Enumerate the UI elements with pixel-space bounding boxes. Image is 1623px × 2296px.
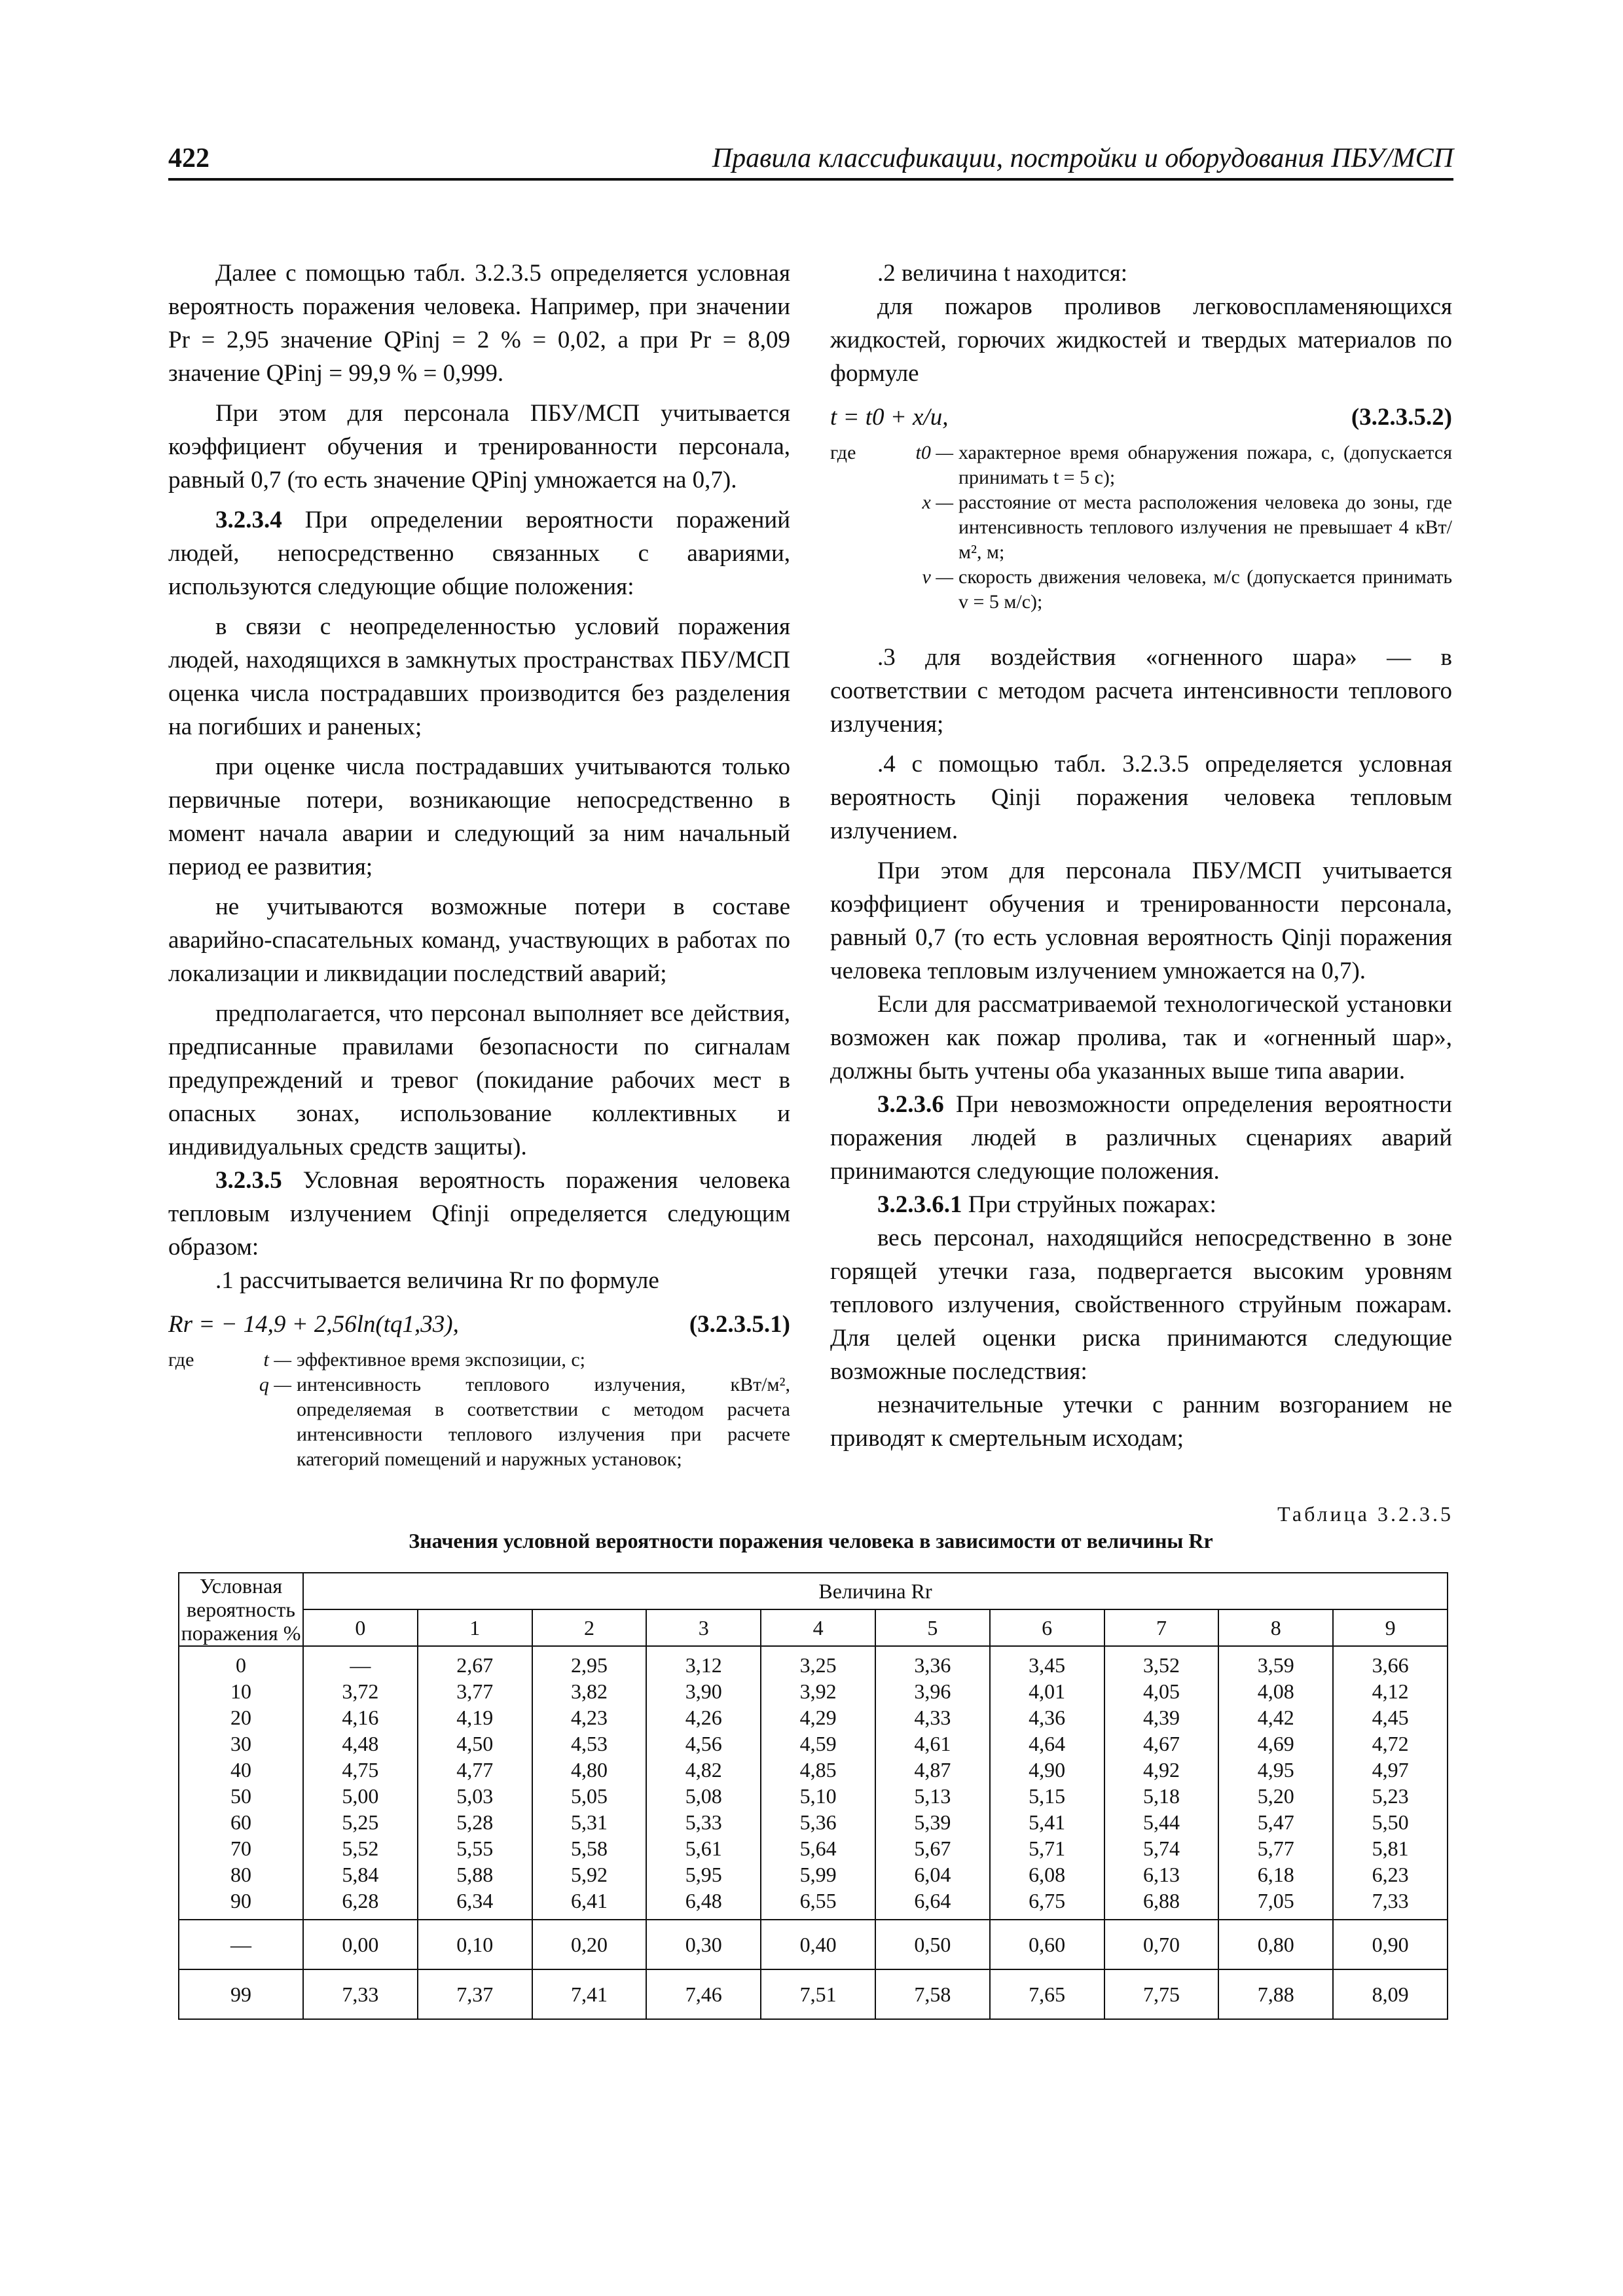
formula-expression: t = t0 + x/u, <box>830 404 949 431</box>
table-column-header: 4 <box>761 1609 875 1646</box>
cell-value: 7,58 <box>875 1969 990 2019</box>
table-cell <box>418 1646 532 1920</box>
cell-value: 4,50 <box>456 1732 494 1755</box>
legend-description: характерное время обнаружения пожара, с, (допускается принимать t = 5 с); <box>958 442 1452 488</box>
cell-value: 5,71 <box>1029 1837 1066 1860</box>
cell-value: 3,82 <box>570 1679 608 1703</box>
cell-value: 7,46 <box>646 1969 761 2019</box>
right-column <box>830 257 1452 1455</box>
paragraph: .3 для воздействия «огненного шара» — в соответствии с методом расчета интенсивности теплового излучения; <box>830 644 1452 738</box>
table-number: Таблица 3.2.3.5 <box>1277 1502 1453 1526</box>
cell-value: 0,50 <box>875 1920 990 1969</box>
cell-value: 5,23 <box>1372 1784 1409 1808</box>
cell-value: 7,65 <box>990 1969 1104 2019</box>
table-column-header: 5 <box>875 1609 990 1646</box>
cell-value: 5,95 <box>685 1863 722 1886</box>
cell-value: 5,33 <box>685 1810 722 1834</box>
cell-value: 5,67 <box>914 1837 951 1860</box>
cell-value: 5,00 <box>342 1784 379 1808</box>
table-column-header: 1 <box>418 1609 532 1646</box>
paragraph: при оценке числа пострадавших учитываются только первичные потери, возникающие непосредственно в момент начала аварии и следующий за ним начальный период ее развития; <box>168 753 790 880</box>
row-label: 50 <box>230 1784 251 1808</box>
formula-number: (3.2.3.5.2) <box>1351 404 1452 431</box>
paragraph: При этом для персонала ПБУ/МСП учитывается коэффициент обучения и тренированности персонала, равный 0,7 (то есть условная вероятность Qinji поражения человека тепловым излучением умножается на 0,7). <box>830 857 1452 984</box>
cell-value: 5,58 <box>570 1837 608 1860</box>
cell-value: 4,69 <box>1257 1732 1294 1755</box>
row-label: 0 <box>236 1653 246 1677</box>
cell-value: 0,10 <box>418 1920 532 1969</box>
page-number: 422 <box>168 143 210 173</box>
cell-value: 5,41 <box>1029 1810 1066 1834</box>
cell-value: 3,12 <box>685 1653 722 1677</box>
cell-value: 3,59 <box>1257 1653 1294 1677</box>
cell-value: 3,52 <box>1142 1653 1180 1677</box>
table-column-header: 0 <box>303 1609 418 1646</box>
cell-value: 4,82 <box>685 1758 722 1782</box>
paragraph <box>830 1088 1452 1188</box>
cell-value: 6,08 <box>1029 1863 1066 1886</box>
legend-symbol: q — <box>259 1374 291 1395</box>
table-column-header: 6 <box>990 1609 1104 1646</box>
legend-description: расстояние от места расположения человека до зоны, где интенсивность теплового излучения не превышает 4 кВт/м², м; <box>958 492 1452 563</box>
cell-value: 6,48 <box>685 1889 722 1912</box>
cell-value: 4,59 <box>799 1732 837 1755</box>
legend-symbol: t0 — <box>915 442 953 463</box>
cell-value: 5,44 <box>1142 1810 1180 1834</box>
cell-value: 0,30 <box>646 1920 761 1969</box>
paragraph: в связи с неопределенностью условий поражения людей, находящихся в замкнутых пространствах ПБУ/МСП оценка числа пострадавших производится без разделения на погибших и раненых; <box>168 613 790 740</box>
legend-symbol: x — <box>922 492 953 513</box>
cell-value: 6,18 <box>1257 1863 1294 1886</box>
table-cell <box>1333 1646 1448 1920</box>
cell-value: 4,72 <box>1372 1732 1409 1755</box>
cell-value: 5,36 <box>799 1810 837 1834</box>
formula-legend <box>168 1348 790 1472</box>
formula <box>830 401 1452 434</box>
where-label: где <box>830 442 856 463</box>
cell-value: 5,39 <box>914 1810 951 1834</box>
paragraph: Далее с помощью табл. 3.2.3.5 определяется условная вероятность поражения человека. Например, при значении Pr = 2,95 значение QPinj = 2 % = 0,02, а при Pr = 8,09 значение QPinj = 99,9 % = 0,999. <box>168 260 790 387</box>
cell-value: 5,28 <box>456 1810 494 1834</box>
cell-value: 5,52 <box>342 1837 379 1860</box>
formula-expression: Rr = − 14,9 + 2,56ln(tq1,33), <box>168 1311 459 1338</box>
cell-value: 3,92 <box>799 1679 837 1703</box>
cell-value: 5,47 <box>1257 1810 1294 1834</box>
cell-value: 4,75 <box>342 1758 379 1782</box>
table-title: Значения условной вероятности поражения человека в зависимости от величины Rr <box>409 1529 1213 1552</box>
left-column <box>168 257 790 1472</box>
row-label: 10 <box>230 1679 251 1703</box>
cell-value: 6,23 <box>1372 1863 1409 1886</box>
cell-value: 6,34 <box>456 1889 494 1912</box>
cell-value: 5,20 <box>1257 1784 1294 1808</box>
cell-value: 5,05 <box>570 1784 608 1808</box>
formula <box>168 1308 790 1341</box>
table-cell <box>1104 1646 1219 1920</box>
cell-value: 4,85 <box>799 1758 837 1782</box>
cell-value: 3,96 <box>914 1679 951 1703</box>
section-number: 3.2.3.6 <box>877 1091 944 1118</box>
cell-value: 4,87 <box>914 1758 951 1782</box>
cell-value: 7,41 <box>532 1969 647 2019</box>
paragraph: .4 с помощью табл. 3.2.3.5 определяется условная вероятность Qinji поражения человека тепловым излучением. <box>830 751 1452 844</box>
cell-value: 4,26 <box>685 1706 722 1729</box>
legend-description: интенсивность теплового излучения, кВт/м², определяемая в соответствии с методом расчета интенсивности теплового излучения при расчете категорий помещений и наружных установок; <box>297 1374 790 1470</box>
probability-table <box>178 1572 1448 2020</box>
cell-value: 5,25 <box>342 1810 379 1834</box>
formula-legend <box>830 440 1452 615</box>
cell-value: 3,66 <box>1372 1653 1409 1677</box>
cell-value: 6,88 <box>1142 1889 1180 1912</box>
cell-value: 4,16 <box>342 1706 379 1729</box>
cell-value: 0,20 <box>532 1920 647 1969</box>
table-cell <box>1218 1646 1333 1920</box>
cell-value: 4,90 <box>1029 1758 1066 1782</box>
cell-value: 6,04 <box>914 1863 951 1886</box>
cell-value: 4,61 <box>914 1732 951 1755</box>
cell-value: 6,13 <box>1142 1863 1180 1886</box>
cell-value: 4,39 <box>1142 1706 1180 1729</box>
cell-value: 2,95 <box>570 1653 608 1677</box>
legend-description: эффективное время экспозиции, с; <box>297 1349 586 1371</box>
table-cell <box>990 1646 1104 1920</box>
paragraph: незначительные утечки с ранним возгоранием не приводят к смертельным исходам; <box>830 1391 1452 1452</box>
cell-value: 8,09 <box>1333 1969 1448 2019</box>
cell-value: 4,53 <box>570 1732 608 1755</box>
table-cell <box>532 1646 647 1920</box>
table-column-header: 9 <box>1333 1609 1448 1646</box>
cell-value: 6,64 <box>914 1889 951 1912</box>
cell-value: 4,64 <box>1029 1732 1066 1755</box>
header-rule <box>168 178 1453 181</box>
table-column-header: 3 <box>646 1609 761 1646</box>
cell-value: 7,33 <box>1372 1889 1409 1912</box>
row-label: 60 <box>230 1810 251 1834</box>
table-head-rr: Величина Rr <box>303 1573 1448 1609</box>
cell-value: 4,95 <box>1257 1758 1294 1782</box>
cell-value: 0,80 <box>1218 1920 1333 1969</box>
cell-value: 0,00 <box>303 1920 418 1969</box>
cell-value: 3,25 <box>799 1653 837 1677</box>
cell-value: 7,75 <box>1104 1969 1219 2019</box>
cell-value: 4,97 <box>1372 1758 1409 1782</box>
row-label: 90 <box>230 1889 251 1912</box>
paragraph: .1 рассчитывается величина Rr по формуле <box>215 1267 659 1294</box>
paragraph: .2 величина t находится: <box>877 260 1128 287</box>
cell-value: 5,08 <box>685 1784 722 1808</box>
row-label: 70 <box>230 1837 251 1860</box>
cell-value: 6,75 <box>1029 1889 1066 1912</box>
cell-value: 5,03 <box>456 1784 494 1808</box>
paragraph-text: При определении вероятности поражений людей, непосредственно связанных с авариями, используются следующие общие положения: <box>168 507 790 600</box>
legend-symbol: v — <box>922 566 953 588</box>
cell-value: 4,80 <box>570 1758 608 1782</box>
cell-value: 0,40 <box>761 1920 875 1969</box>
cell-value: 4,01 <box>1029 1679 1066 1703</box>
cell-value: 5,99 <box>799 1863 837 1886</box>
cell-value: 3,77 <box>456 1679 494 1703</box>
table-column-header: 2 <box>532 1609 647 1646</box>
cell-value: 5,31 <box>570 1810 608 1834</box>
cell-value: 6,41 <box>570 1889 608 1912</box>
cell-value: 3,72 <box>342 1679 379 1703</box>
where-label: где <box>168 1349 194 1371</box>
paragraph: весь персонал, находящийся непосредственно в зоне горящей утечки газа, подвергается высоким уровням теплового излучения, свойственного струйным пожарам. Для целей оценки риска принимаются следующие возможные последствия: <box>830 1225 1452 1385</box>
table-cell <box>761 1646 875 1920</box>
cell-value: 5,77 <box>1257 1837 1294 1860</box>
legend-description: скорость движения человека, м/с (допускается принимать v = 5 м/с); <box>958 566 1452 613</box>
table-row <box>179 1969 1448 2019</box>
table-cell <box>179 1646 303 1920</box>
cell-value: 6,28 <box>342 1889 379 1912</box>
table-row <box>179 1920 1448 1969</box>
cell-value: 5,13 <box>914 1784 951 1808</box>
paragraph-text: При невозможности определения вероятности поражения людей в различных сценариях аварий принимаются следующие положения. <box>830 1091 1452 1185</box>
cell-value: 4,77 <box>456 1758 494 1782</box>
cell-value: 5,50 <box>1372 1810 1409 1834</box>
cell-value: 5,64 <box>799 1837 837 1860</box>
cell-value: 2,67 <box>456 1653 494 1677</box>
cell-value: 5,81 <box>1372 1837 1409 1860</box>
table-head-probability: Условная вероятность поражения % <box>179 1573 303 1646</box>
table-column-header: 7 <box>1104 1609 1219 1646</box>
paragraph: для пожаров проливов легковоспламеняющихся жидкостей, горючих жидкостей и твердых материалов по формуле <box>830 293 1452 387</box>
row-label: 99 <box>179 1969 303 2019</box>
page-header <box>168 143 1453 179</box>
row-label: 30 <box>230 1732 251 1755</box>
paragraph: предполагается, что персонал выполняет все действия, предписанные правилами безопасности по сигналам предупреждений и тревог (покидание рабочих мест в опасных зонах, использование коллективных и индивидуальных средств защиты). <box>168 1000 790 1160</box>
cell-value: 4,19 <box>456 1706 494 1729</box>
cell-value: 4,05 <box>1142 1679 1180 1703</box>
table-column-header: 8 <box>1218 1609 1333 1646</box>
paragraph <box>168 503 790 603</box>
cell-value: 7,51 <box>761 1969 875 2019</box>
cell-value: 3,90 <box>685 1679 722 1703</box>
cell-value: — <box>350 1653 371 1677</box>
cell-value: 7,33 <box>303 1969 418 2019</box>
paragraph <box>830 1188 1452 1221</box>
row-label: 40 <box>230 1758 251 1782</box>
cell-value: 0,90 <box>1333 1920 1448 1969</box>
cell-value: 4,33 <box>914 1706 951 1729</box>
cell-value: 5,61 <box>685 1837 722 1860</box>
cell-value: 7,88 <box>1218 1969 1333 2019</box>
cell-value: 3,36 <box>914 1653 951 1677</box>
table-row <box>179 1646 1448 1920</box>
cell-value: 4,92 <box>1142 1758 1180 1782</box>
paragraph-text: Условная вероятность поражения человека тепловым излучением Qfinji определяется следующим образом: <box>168 1167 790 1261</box>
cell-value: 5,10 <box>799 1784 837 1808</box>
cell-value: 4,45 <box>1372 1706 1409 1729</box>
cell-value: 0,60 <box>990 1920 1104 1969</box>
legend-symbol: t — <box>263 1349 291 1371</box>
formula-number: (3.2.3.5.1) <box>689 1311 790 1338</box>
cell-value: 4,67 <box>1142 1732 1180 1755</box>
cell-value: 4,12 <box>1372 1679 1409 1703</box>
paragraph: не учитываются возможные потери в составе аварийно-спасательных команд, участвующих в работах по локализации и ликвидации последствий аварий; <box>168 893 790 987</box>
paragraph: Если для рассматриваемой технологической установки возможен как пожар пролива, так и «огненный шар», должны быть учтены оба указанных выше типа аварии. <box>830 991 1452 1085</box>
cell-value: 4,08 <box>1257 1679 1294 1703</box>
cell-value: 5,92 <box>570 1863 608 1886</box>
cell-value: 4,36 <box>1029 1706 1066 1729</box>
running-title: Правила классификации, постройки и оборудования ПБУ/МСП <box>712 143 1453 173</box>
cell-value: 7,37 <box>418 1969 532 2019</box>
paragraph <box>168 1164 790 1264</box>
paragraph: При этом для персонала ПБУ/МСП учитывается коэффициент обучения и тренированности персонала, равный 0,7 (то есть значение QPinj умножается на 0,7). <box>168 400 790 493</box>
table-cell <box>875 1646 990 1920</box>
cell-value: 5,74 <box>1142 1837 1180 1860</box>
section-number: 3.2.3.6.1 <box>877 1191 962 1218</box>
table-cell <box>646 1646 761 1920</box>
cell-value: 5,15 <box>1029 1784 1066 1808</box>
table-cell <box>303 1646 418 1920</box>
cell-value: 5,18 <box>1142 1784 1180 1808</box>
cell-value: 6,55 <box>799 1889 837 1912</box>
cell-value: 4,23 <box>570 1706 608 1729</box>
cell-value: 4,56 <box>685 1732 722 1755</box>
section-number: 3.2.3.4 <box>215 507 282 533</box>
cell-value: 0,70 <box>1104 1920 1219 1969</box>
cell-value: 4,29 <box>799 1706 837 1729</box>
row-label: — <box>179 1920 303 1969</box>
cell-value: 4,42 <box>1257 1706 1294 1729</box>
section-number: 3.2.3.5 <box>215 1167 282 1194</box>
cell-value: 5,55 <box>456 1837 494 1860</box>
row-label: 20 <box>230 1706 251 1729</box>
paragraph-text: При струйных пожарах: <box>968 1191 1216 1218</box>
cell-value: 3,45 <box>1029 1653 1066 1677</box>
row-label: 80 <box>230 1863 251 1886</box>
cell-value: 5,84 <box>342 1863 379 1886</box>
cell-value: 4,48 <box>342 1732 379 1755</box>
cell-value: 7,05 <box>1257 1889 1294 1912</box>
cell-value: 5,88 <box>456 1863 494 1886</box>
